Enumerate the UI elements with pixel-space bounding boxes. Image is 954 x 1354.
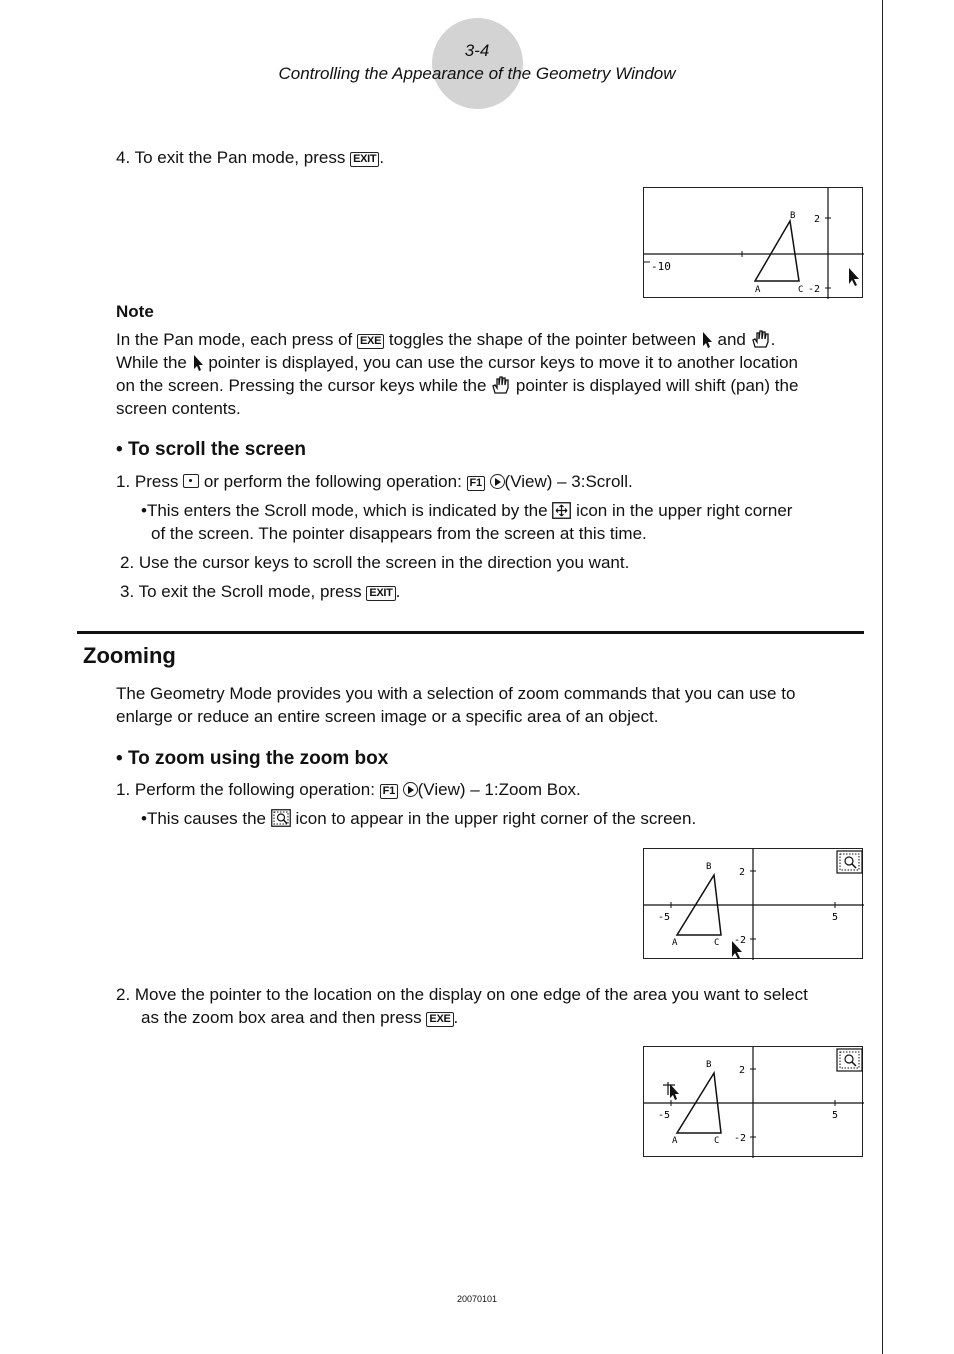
- triangle-abc: [755, 221, 799, 281]
- zoom-step-2-line-2: as the zoom box area and then press EXE .: [141, 1008, 459, 1027]
- zoom-box-heading: • To zoom using the zoom box: [116, 748, 389, 769]
- arrow-pointer-icon: [849, 268, 859, 286]
- right-arrow-key-icon: [490, 474, 505, 489]
- f1-key-icon: F1: [380, 784, 398, 799]
- zoom-bullet: •This causes the icon to appear in the upper right corner of the screen.: [141, 809, 697, 828]
- tick-label-y-bottom: -2: [734, 1133, 747, 1144]
- zooming-heading: Zooming: [83, 643, 176, 668]
- exe-key-icon: EXE: [357, 334, 384, 349]
- page-number: 3-4: [464, 41, 490, 60]
- scroll-bullet-line-1: •This enters the Scroll mode, which is indicated by the icon in the upper right corner: [141, 501, 793, 520]
- tick-label-y-bottom: -2: [734, 935, 747, 946]
- zoom-box-screen-2: [643, 1046, 863, 1157]
- point-label-c: C: [714, 1136, 720, 1146]
- pan-exit-step: 4. To exit the Pan mode, press EXIT .: [116, 148, 385, 167]
- page-edge-rule: [882, 0, 883, 1354]
- zoom-box-screen-1: [643, 848, 863, 959]
- scroll-step-3: 3. To exit the Scroll mode, press EXIT .: [120, 582, 401, 601]
- dot-key-icon: [183, 474, 199, 488]
- page-title: Controlling the Appearance of the Geometry Window: [278, 64, 676, 83]
- zooming-intro-line-2: enlarge or reduce an entire screen image or a specific area of an object.: [116, 707, 659, 726]
- note-line-2: While the pointer is displayed, you can use the cursor keys to move it to another location: [116, 353, 798, 372]
- point-label-b: B: [706, 862, 712, 872]
- point-label-a: A: [672, 1136, 678, 1146]
- hand-pointer-icon: [491, 376, 511, 394]
- tick-label-x-right: 5: [832, 912, 839, 923]
- arrow-pointer-icon: [701, 331, 713, 348]
- zoom-box-graph-2: [644, 1047, 864, 1158]
- scroll-step-1: 1. Press or perform the following operation: F1 (View) – 3:Scroll.: [116, 472, 633, 491]
- scroll-step-2: 2. Use the cursor keys to scroll the screen in the direction you want.: [120, 553, 630, 572]
- pan-mode-screen: [643, 187, 863, 298]
- bullet-icon: •: [141, 809, 147, 828]
- tick-label-x-left: -5: [658, 912, 671, 923]
- f1-key-icon: F1: [467, 476, 485, 491]
- note-line-3: on the screen. Pressing the cursor keys while the pointer is displayed will shift (pan) the: [116, 376, 799, 395]
- tick-label-y-top: 2: [739, 867, 746, 878]
- point-label-b: B: [790, 211, 796, 221]
- scroll-mode-icon: [552, 502, 571, 519]
- zoom-box-icon: [271, 809, 291, 827]
- bullet-icon: •: [116, 439, 123, 460]
- right-arrow-key-icon: [403, 782, 418, 797]
- zooming-intro-line-1: The Geometry Mode provides you with a selection of zoom commands that you can use to: [116, 684, 796, 703]
- note-line-4: screen contents.: [116, 399, 241, 418]
- bullet-icon: •: [116, 748, 123, 769]
- scroll-heading: • To scroll the screen: [116, 439, 307, 460]
- exit-key-icon: EXIT: [350, 152, 379, 167]
- tick-label-y-bottom: -2: [808, 284, 821, 295]
- pan-mode-graph: [644, 188, 864, 299]
- section-divider: [77, 631, 864, 634]
- zoom-box-icon: [837, 1049, 862, 1071]
- note-line-1: In the Pan mode, each press of EXE toggles the shape of the pointer between and .: [116, 330, 776, 349]
- tick-label-x-right: 5: [832, 1110, 839, 1121]
- footer-code: 20070101: [456, 1294, 498, 1304]
- note-heading: Note: [116, 302, 154, 321]
- hand-pointer-icon: [751, 330, 771, 348]
- point-label-c: C: [714, 938, 720, 948]
- bullet-icon: •: [141, 501, 147, 520]
- point-label-a: A: [755, 285, 761, 295]
- tick-label-x-left: -5: [658, 1110, 671, 1121]
- exe-key-icon: EXE: [426, 1012, 453, 1027]
- zoom-box-graph-1: [644, 849, 864, 960]
- tick-label-y-top: 2: [739, 1065, 746, 1076]
- exit-key-icon: EXIT: [366, 586, 395, 601]
- point-label-a: A: [672, 938, 678, 948]
- point-label-b: B: [706, 1060, 712, 1070]
- tick-label-x: -10: [651, 260, 671, 273]
- zoom-step-1: 1. Perform the following operation: F1 (View) – 1:Zoom Box.: [116, 780, 581, 799]
- arrow-pointer-icon: [192, 354, 204, 371]
- zoom-box-icon: [837, 851, 862, 873]
- scroll-bullet-line-2: of the screen. The pointer disappears from the screen at this time.: [151, 524, 647, 543]
- arrow-pointer-icon: [670, 1084, 679, 1100]
- zoom-step-2-line-1: 2. Move the pointer to the location on the display on one edge of the area you want to select: [116, 985, 808, 1004]
- tick-label-y-top: 2: [814, 214, 821, 225]
- point-label-c: C: [798, 285, 804, 295]
